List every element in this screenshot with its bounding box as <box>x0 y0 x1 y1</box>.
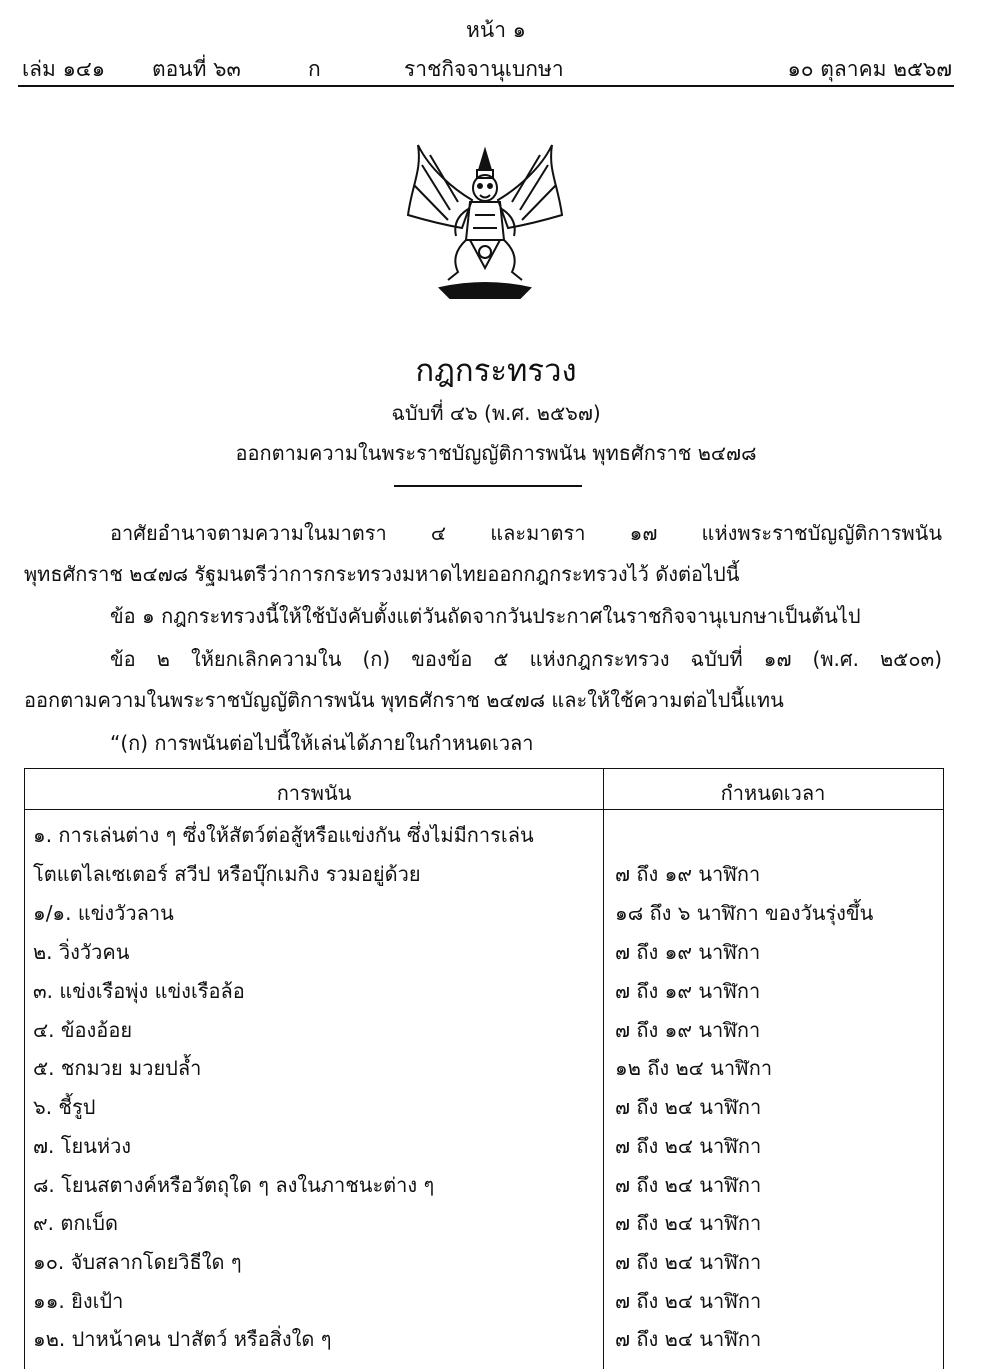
table-row-game: ๓. แข่งเรือพุ่ง แข่งเรือล้อ <box>33 979 245 1003</box>
table-row-game: ๘. โยนสตางค์หรือวัตถุใด ๆ ลงในภาชนะต่าง ๆ <box>33 1173 435 1197</box>
table-row-game: ๙. ตกเบ็ด <box>33 1211 118 1235</box>
page-number: หน้า ๑ <box>466 18 526 42</box>
table-row-time: ๑๘ ถึง ๖ นาฬิกา ของวันรุ่งขึ้น <box>615 901 874 925</box>
regulation-issue: ฉบับที่ ๔๖ (พ.ศ. ๒๕๖๗) <box>391 401 601 425</box>
gazette-name: ราชกิจจานุเบกษา <box>404 57 564 81</box>
section-letter: ก <box>308 57 321 81</box>
table-row-time: ๗ ถึง ๑๙ นาฬิกา <box>615 1018 761 1042</box>
table-row-game: ๑/๑. แข่งวัวลาน <box>33 901 174 925</box>
clause-2-line-2: ออกตามความในพระราชบัญญัติการพนัน พุทธศักราช ๒๔๗๘ และให้ใช้ความต่อไปนี้แทน <box>24 688 784 712</box>
table-row-time: ๗ ถึง ๒๔ นาฬิกา <box>615 1327 762 1351</box>
clause-1: ข้อ ๑ กฎกระทรวงนี้ให้ใช้บังคับตั้งแต่วันถัดจากวันประกาศในราชกิจจานุเบกษาเป็นต้นไป <box>110 604 861 628</box>
volume-number: เล่ม ๑๔๑ <box>22 57 106 81</box>
table-row-game: ๑๒. ปาหน้าคน ปาสัตว์ หรือสิ่งใด ๆ <box>33 1327 332 1351</box>
table-row-game: ๑๑. ยิงเป้า <box>33 1289 124 1313</box>
table-row-game: ๖. ชี้รูป <box>33 1095 96 1119</box>
table-header-time: กำหนดเวลา <box>720 781 826 805</box>
table-header-game: การพนัน <box>276 781 352 805</box>
preamble-line-1: อาศัยอำนาจตามความในมาตรา ๔ และมาตรา ๑๗ แห่งพระราชบัญญัติการพนัน <box>110 521 942 545</box>
table-row-time: ๗ ถึง ๒๔ นาฬิกา <box>615 1250 762 1274</box>
issue-number: ตอนที่ ๖๓ <box>152 57 241 81</box>
document-title: กฎกระทรวง <box>415 353 577 389</box>
table-row-time: ๗ ถึง ๒๔ นาฬิกา <box>615 1289 762 1313</box>
title-rule <box>394 485 582 487</box>
table-row-game: ๑๐. จับสลากโดยวิธีใด ๆ <box>33 1250 242 1274</box>
table-column-divider <box>603 769 604 1369</box>
preamble-line-2: พุทธศักราช ๒๔๗๘ รัฐมนตรีว่าการกระทรวงมหาดไทยออกกฎกระทรวงไว้ ดังต่อไปนี้ <box>24 562 740 586</box>
table-row-game: ๔. ข้องอ้อย <box>33 1018 133 1042</box>
gambling-hours-table <box>24 768 944 1369</box>
header-rule <box>18 85 954 87</box>
table-row-game: ๕. ชกมวย มวยปล้ำ <box>33 1056 202 1080</box>
table-row-time: ๗ ถึง ๑๙ นาฬิกา <box>615 979 761 1003</box>
table-row-time: ๗ ถึง ๑๙ นาฬิกา <box>615 940 761 964</box>
issued-under-act: ออกตามความในพระราชบัญญัติการพนัน พุทธศักราช ๒๔๗๘ <box>235 441 757 465</box>
table-header-divider <box>25 809 943 810</box>
quote-intro: “(ก) การพนันต่อไปนี้ให้เล่นได้ภายในกำหนดเวลา <box>110 731 534 755</box>
table-row-time: ๗ ถึง ๒๔ นาฬิกา <box>615 1134 762 1158</box>
table-row-time: ๑๒ ถึง ๒๔ นาฬิกา <box>615 1056 773 1080</box>
table-row-game: ๑. การเล่นต่าง ๆ ซึ่งให้สัตว์ต่อสู้หรือแข่งกัน ซึ่งไม่มีการเล่น <box>33 823 534 847</box>
table-row-time: ๗ ถึง ๒๔ นาฬิกา <box>615 1211 762 1235</box>
publication-date: ๑๐ ตุลาคม ๒๕๖๗ <box>787 57 952 81</box>
clause-2-line-1: ข้อ ๒ ให้ยกเลิกความใน (ก) ของข้อ ๕ แห่งกฎกระทรวง ฉบับที่ ๑๗ (พ.ศ. ๒๕๐๓) <box>110 647 942 671</box>
table-row-time: ๗ ถึง ๑๙ นาฬิกา <box>615 862 761 886</box>
table-row-time: ๗ ถึง ๒๔ นาฬิกา <box>615 1095 762 1119</box>
garuda-emblem <box>400 140 570 305</box>
table-row-game: ๗. โยนห่วง <box>33 1134 132 1158</box>
table-row-game: ๒. วิ่งวัวคน <box>33 940 130 964</box>
table-row-time: ๗ ถึง ๒๔ นาฬิกา <box>615 1173 762 1197</box>
table-row-game: โตแตไลเซเตอร์ สวีป หรือบุ๊กเมกิง รวมอยู่ด้วย <box>33 862 421 886</box>
